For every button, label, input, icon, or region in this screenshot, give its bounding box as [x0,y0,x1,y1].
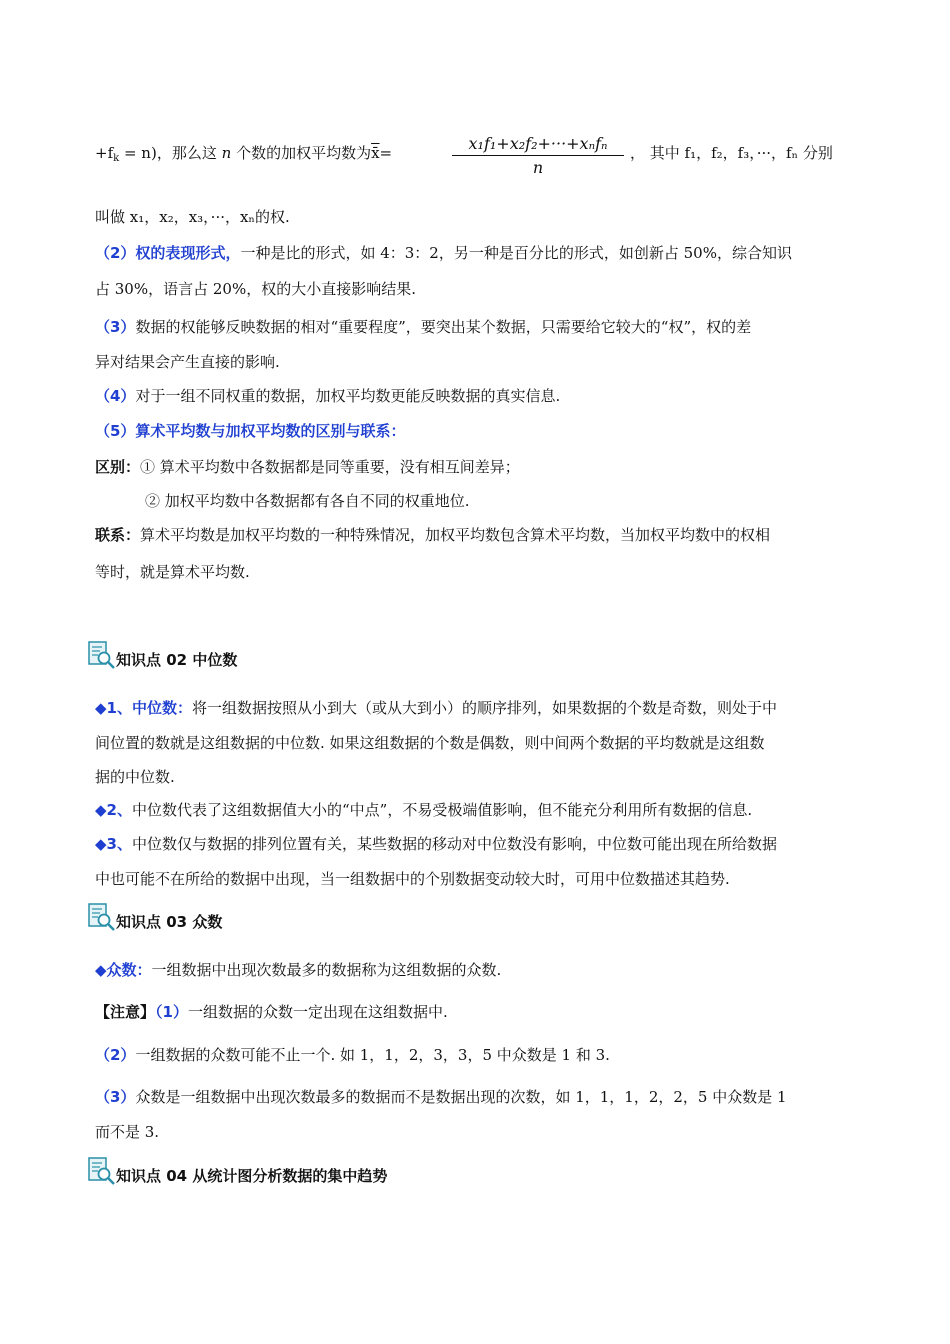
paragraph-4 [95,386,560,406]
mode-note-2 [95,1045,610,1065]
median-bullet-1-label: ◆1、中位数： [95,699,192,717]
mode-definition [95,960,501,980]
paragraph-5-heading: （5）算术平均数与加权平均数的区别与联系： [95,422,406,440]
paragraph-2-label: （2）权的表现形式， [95,244,241,262]
note-2-label: （2） [95,1046,136,1064]
weighted-mean-fraction [452,134,624,177]
formula-lead-sub: k [113,153,120,164]
paragraph-3-label: （3） [95,318,136,336]
section-04-title: 知识点 04 从统计图分析数据的集中趋势 [116,1167,388,1185]
relation-label: 联系： [95,526,141,544]
difference-label: 区别： [95,458,141,476]
paragraph-4-label: （4） [95,387,136,405]
median-bullet-2-text: 中位数代表了这组数据值大小的“中点”，不易受极端值影响，但不能充分利用所有数据的信息. [131,801,753,819]
note-3-text: 众数是一组数据中出现次数最多的数据而不是数据出现的次数，如 1，1，1，2，2，5 中众数是 1 [135,1088,787,1106]
formula-equals: = [379,144,393,162]
note-3-label: （3） [95,1088,136,1106]
mode-note-3-line1 [95,1087,787,1107]
median-bullet-1-line2: 间位置的数就是这组数据的中位数. 如果这组数据的个数是偶数，则中间两个数据的平均数就是这组数 [95,734,765,752]
median-bullet-3-line2: 中也可能不在所给的数据中出现，当一组数据中的个别数据变动较大时，可用中位数描述其趋势. [95,870,730,888]
mode-label: ◆众数： [95,961,152,979]
median-bullet-2-label: ◆2、 [95,801,132,819]
mode-note-1 [95,1002,448,1022]
note-1-text: 一组数据的众数一定出现在这组数据中. [187,1003,448,1021]
formula-tail: ， 其中 f₁，f₂，f₃，···，fₙ 分别 [630,144,833,162]
relation-line1 [95,525,770,545]
relation-text: 算术平均数是加权平均数的一种特殊情况，加权平均数包含算术平均数，当加权平均数中的权相 [140,526,771,544]
magnifier-book-icon [88,1156,116,1186]
median-bullet-1-line3: 据的中位数. [95,768,175,786]
fraction-numerator: x₁f₁+x₂f₂+···+xₙfₙ [452,134,624,156]
relation-line2: 等时，就是算术平均数. [95,563,250,581]
note-2-text: 一组数据的众数可能不止一个. 如 1，1，2，3，3，5 中众数是 1 和 3. [135,1046,610,1064]
note-1-label: （1） [155,1003,188,1021]
formula-lead: +f [95,144,114,162]
section-03-title: 知识点 03 众数 [116,913,223,931]
difference-line2: ② 加权平均数中各数据都有各自不同的权重地位. [145,492,470,510]
magnifier-book-icon [88,640,116,670]
mode-text: 一组数据中出现次数最多的数据称为这组数据的众数. [151,961,502,979]
formula-eq-n: = n)，那么这 [123,144,217,162]
section-02-title: 知识点 02 中位数 [116,651,238,669]
median-bullet-3-label: ◆3、 [95,835,132,853]
formula-n-var: n [221,144,232,162]
difference-line1 [95,457,520,477]
median-bullet-1-text: 将一组数据按照从小到大（或从大到小）的顺序排列，如果数据的个数是奇数，则处于中 [191,699,777,717]
difference-item-1: ① 算术平均数中各数据都是同等重要，没有相互间差异； [140,458,520,476]
paragraph-2-text: 一种是比的形式，如 4：3：2，另一种是百分比的形式，如创新占 50%，综合知识 [240,244,792,262]
median-bullet-2 [95,800,752,820]
paragraph-4-text: 对于一组不同权重的数据，加权平均数更能反映数据的真实信息. [135,387,561,405]
paragraph-3-text: 数据的权能够反映数据的相对“重要程度”，要突出某个数据，只需要给它较大的“权”，权的差 [135,318,752,336]
paragraph-2-line2: 占 30%，语言占 20%，权的大小直接影响结果. [95,280,416,298]
paragraph-weights-named: 叫做 x₁，x₂，x₃，···，xₙ的权. [95,208,290,226]
note-label: 【注意】 [95,1003,156,1021]
median-bullet-3-line1 [95,834,777,854]
magnifier-book-icon [88,902,116,932]
formula-xbar: x̄ [371,144,380,162]
fraction-denominator: n [532,158,544,177]
median-bullet-1-line1 [95,698,777,718]
paragraph-2-line1 [95,243,792,263]
formula-mid: 个数的加权平均数为 [236,144,372,162]
median-bullet-3-text: 中位数仅与数据的排列位置有关，某些数据的移动对中位数没有影响，中位数可能出现在所给数据 [131,835,777,853]
paragraph-3-line1 [95,317,751,337]
formula-line [95,143,392,169]
paragraph-3-line2: 异对结果会产生直接的影响. [95,353,280,371]
mode-note-3-line2: 而不是 3. [95,1123,160,1141]
